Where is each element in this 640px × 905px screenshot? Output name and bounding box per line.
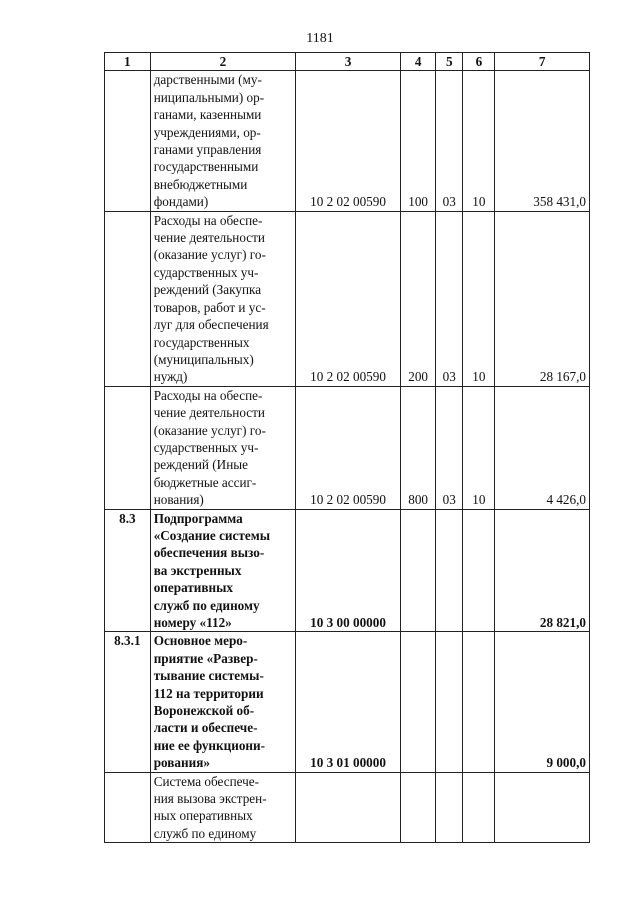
- row-code: 10 3 01 00000: [296, 632, 401, 772]
- table-row: [105, 211, 590, 386]
- table-row: [105, 386, 590, 509]
- row-col-5: [436, 772, 463, 843]
- row-amount: 4 426,0: [495, 386, 590, 509]
- row-number: 8.3: [105, 509, 151, 632]
- row-amount: [495, 772, 590, 843]
- row-col-6: [463, 632, 495, 772]
- row-col-4: 100: [400, 71, 435, 211]
- row-name: [150, 71, 295, 211]
- row-amount: 358 431,0: [495, 71, 590, 211]
- row-col-4: 800: [400, 386, 435, 509]
- header-col-5: 5: [436, 53, 463, 71]
- row-number: [105, 772, 151, 843]
- row-name: [150, 386, 295, 509]
- header-col-2: 2: [150, 53, 295, 71]
- row-col-4: [400, 509, 435, 632]
- header-col-7: 7: [495, 53, 590, 71]
- row-name-text: Основное меро- приятие «Развер- тывание системы- 112 на территории Воронежской об- ласти и обеспече- ние ее функциони- рования»: [153, 633, 266, 771]
- row-col-4: 200: [400, 211, 435, 386]
- page-number: 1181: [306, 31, 334, 46]
- row-col-5: [436, 632, 463, 772]
- row-name-text: Расходы на обеспе- чение деятельности (оказание услуг) го- сударственных уч- реждений (Иные бюджетные ассиг- нования): [153, 387, 266, 508]
- row-name-text: Система обеспече- ния вызова экстрен- ных оперативных служб по единому: [153, 773, 267, 841]
- row-code: 10 2 02 00590: [296, 211, 401, 386]
- row-code: [296, 772, 401, 843]
- header-col-1: 1: [105, 53, 151, 71]
- row-code: 10 3 00 00000: [296, 509, 401, 632]
- table-row: [105, 71, 590, 211]
- row-name: [150, 509, 295, 632]
- row-col-4: [400, 632, 435, 772]
- row-col-5: [436, 509, 463, 632]
- row-code: 10 2 02 00590: [296, 386, 401, 509]
- row-amount: 28 821,0: [495, 509, 590, 632]
- table-row-subprogram: [105, 509, 590, 632]
- row-col-6: 10: [463, 386, 495, 509]
- row-col-5: 03: [436, 71, 463, 211]
- row-code: 10 2 02 00590: [296, 71, 401, 211]
- row-name-text: Подпрограмма «Создание системы обеспечения вызо- ва экстренных оперативных служб по единому номеру «112»: [153, 510, 270, 630]
- budget-table: [104, 52, 590, 843]
- row-col-6: [463, 772, 495, 843]
- row-number: [105, 211, 151, 386]
- header-col-4: 4: [400, 53, 435, 71]
- row-col-6: 10: [463, 211, 495, 386]
- row-amount: 28 167,0: [495, 211, 590, 386]
- row-col-5: 03: [436, 386, 463, 509]
- row-name: [150, 211, 295, 386]
- header-col-3: 3: [296, 53, 401, 71]
- row-col-6: 10: [463, 71, 495, 211]
- row-col-6: [463, 509, 495, 632]
- row-name-text: дарственными (му- ниципальными) ор- ганами, казенными учреждениями, ор- ганами управления государственными внебюджетными фондами): [153, 72, 265, 210]
- header-col-6: 6: [463, 53, 495, 71]
- row-col-5: 03: [436, 211, 463, 386]
- row-number: [105, 386, 151, 509]
- row-col-4: [400, 772, 435, 843]
- row-number: [105, 71, 151, 211]
- row-name-text: Расходы на обеспе- чение деятельности (оказание услуг) го- сударственных уч- реждений (Закупка товаров, работ и ус- луг для обеспечения государственных (муниципальных) нужд): [153, 212, 269, 385]
- table-row: [105, 772, 590, 843]
- row-amount: 9 000,0: [495, 632, 590, 772]
- row-name: [150, 632, 295, 772]
- table-header-row: [105, 53, 590, 71]
- row-name: [150, 772, 295, 843]
- row-number: 8.3.1: [105, 632, 151, 772]
- table-row-main-activity: [105, 632, 590, 772]
